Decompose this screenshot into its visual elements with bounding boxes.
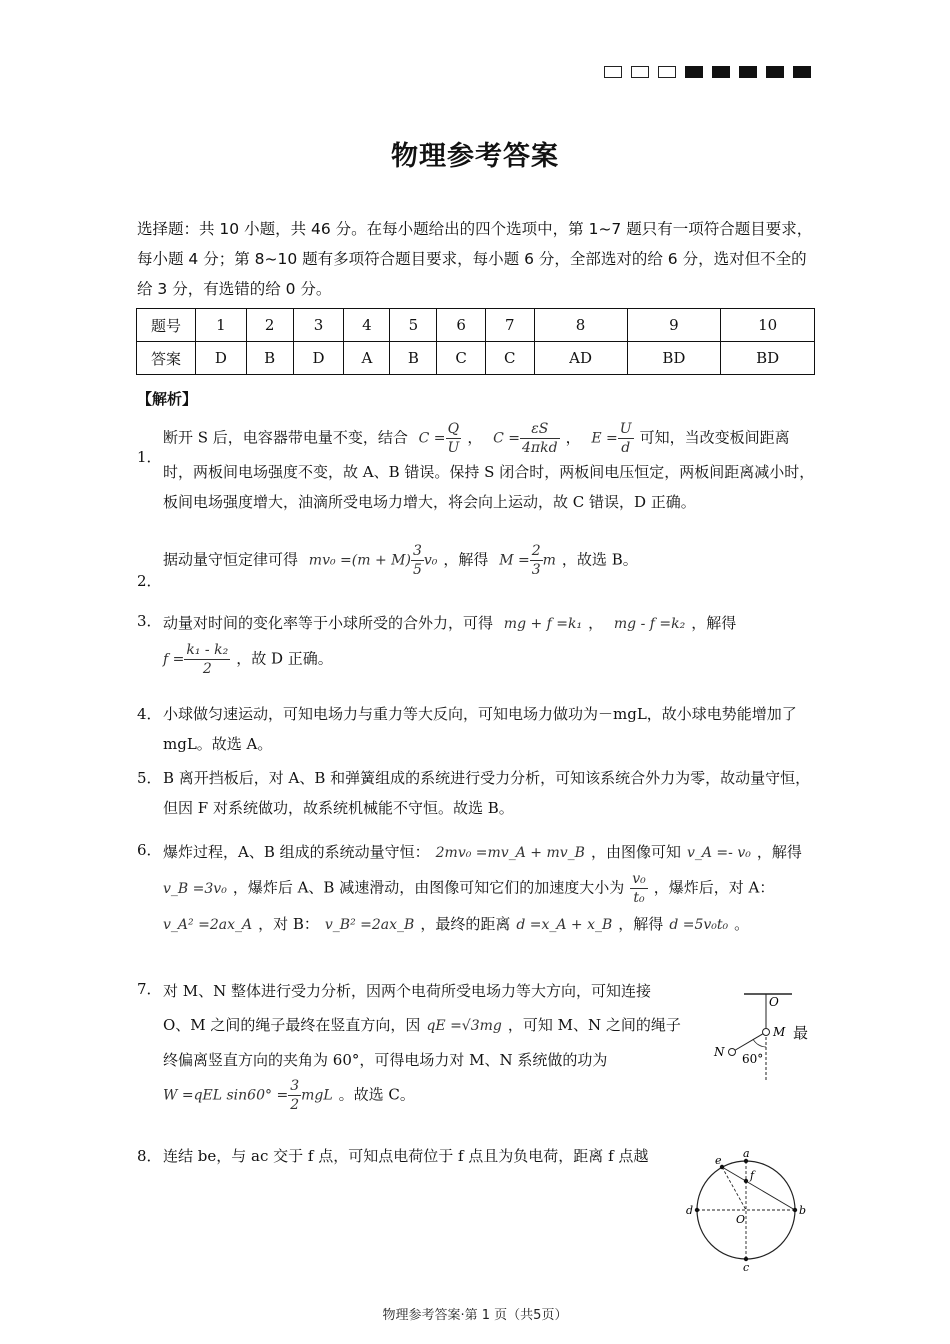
figure-label: f	[750, 1169, 755, 1182]
item-number: 8．	[137, 1147, 162, 1165]
item-text: ，解得	[691, 614, 737, 632]
formula: 2mv₀ =mv_A + mv_B	[435, 845, 585, 861]
table-cell: 1	[196, 309, 247, 342]
item-text: ，解得	[756, 843, 802, 861]
item-text: ，故 D 正确。	[236, 649, 333, 668]
item-number: 5．	[137, 769, 162, 787]
item-2	[137, 542, 817, 590]
item-text: ，解得	[618, 915, 664, 933]
formula: mv₀ =(m + M) $\frac{3}{5}$ v₀	[308, 543, 438, 578]
corner-marks	[604, 66, 811, 78]
item-text: 对 M、N 整体进行受力分析，因两个电荷所受电场力等大方向，可知连接	[163, 982, 652, 1000]
item-text: 动量对时间的变化率等于小球所受的合外力，可得	[163, 614, 494, 632]
item-text: 小球做匀速运动，可知电场力与重力等大反向，可知电场力做功为－mgL，故小球电势能增加了 mgL。故选 A。	[163, 705, 797, 753]
formula: v_B² =2ax_B	[324, 917, 415, 933]
pendulum-figure	[700, 990, 800, 1085]
formula: mg - f =k₂	[613, 616, 686, 632]
item-text: B 离开挡板后，对 A、B 和弹簧组成的系统进行受力分析，可知该系统合外力为零，故动量守恒，但因 F 对系统做功，故系统机械能不守恒。故选 B。	[163, 769, 811, 817]
formula: C = $\frac{\varepsilon S}{\text{4πkd}}$	[493, 421, 558, 456]
table-cell: 3	[293, 309, 344, 342]
figure-label: M	[773, 1025, 786, 1039]
solid-square-mark	[793, 66, 811, 78]
item-text: ，爆炸后，对 A：	[653, 878, 775, 897]
table-cell: C	[485, 342, 534, 375]
figure-label: a	[743, 1147, 750, 1160]
solid-square-mark	[739, 66, 757, 78]
page-footer: 物理参考答案·第 1 页（共5页）	[382, 1308, 568, 1323]
item-text: 据动量守恒定律可得	[163, 550, 299, 569]
item-text: 断开 S 后，电容器带电量不变，结合	[163, 428, 408, 447]
figure-label: N	[714, 1045, 725, 1059]
circle-figure	[682, 1146, 812, 1274]
solid-square-mark	[712, 66, 730, 78]
item-5	[137, 763, 817, 823]
formula: E = $\frac{U}{d}$	[591, 421, 632, 456]
item-text: ，可知 M、N 之间的绳子	[507, 1016, 681, 1034]
formula: v_B =3v₀	[163, 880, 227, 897]
figure-label: b	[799, 1204, 807, 1217]
figure-label: O	[736, 1213, 746, 1226]
item-text: 可知，当改变板间距离时，两板间电场强度不变，故 A、B 错误。保持 S 闭合时，两板间电压恒定，两板间距离减小时，板间电场强度增大，油滴所受电场力增大，将会向上运动，故 C 错误，D 正确。	[163, 428, 815, 511]
table-cell: B	[390, 342, 437, 375]
item-text: 。故选 C。	[338, 1085, 415, 1104]
table-cell: 4	[344, 309, 390, 342]
table-row-answers	[137, 342, 815, 375]
formula: v_A =- v₀	[686, 845, 751, 861]
table-cell: 10	[721, 309, 815, 342]
table-cell: AD	[534, 342, 627, 375]
item-text: ，爆炸后 A、B 减速滑动，由图像可知它们的加速度大小为	[232, 878, 625, 897]
item-number: 4．	[137, 705, 162, 723]
figure-label: e	[715, 1154, 722, 1167]
solid-square-mark	[766, 66, 784, 78]
answer-table	[136, 308, 815, 375]
item-8	[137, 1141, 737, 1171]
table-cell: D	[196, 342, 247, 375]
item-text: ，由图像可知	[590, 843, 681, 861]
analysis-heading: 【解析】	[137, 390, 198, 408]
item-number: 3．	[137, 612, 162, 630]
table-header-cell: 题号	[137, 309, 196, 342]
formula: d =5v₀t₀	[669, 917, 729, 933]
item-text: ，对 B：	[258, 915, 319, 933]
formula: f = $\frac{\text{k₁ - k₂}}{2}$	[163, 642, 229, 677]
hollow-square-mark	[631, 66, 649, 78]
table-cell: B	[246, 342, 293, 375]
item-number: 7．	[137, 980, 162, 998]
table-cell: BD	[721, 342, 815, 375]
hollow-square-mark	[604, 66, 622, 78]
item-text: 连结 be，与 ac 交于 f 点，可知点电荷位于 f 点且为负电荷，距离 f 点越	[163, 1147, 649, 1165]
item-7	[137, 974, 727, 1114]
table-cell: 5	[390, 309, 437, 342]
item-number: 6．	[137, 841, 162, 859]
item-1: 1． 断开 S 后，电容器带电量不变，结合 C = $\frac{Q}{U}$ ， C = $\frac{\varepsilon S}{\text{4πkd}}$ ， E = $\frac{U}{d}$ 可知，当改变板间距离时，两板间电场强度不变，故 A、B 错误。保持 S 闭合时，两板间电压恒定，两板间距离减小时，板间电场强度增大，油滴所受电场力增大，将会向上运动，故 C 错误，D 正确。	[137, 421, 815, 511]
formula: qE =√3mg	[426, 1018, 502, 1034]
figure-label: O	[769, 995, 779, 1009]
table-row-numbers	[137, 309, 815, 342]
figure-label: c	[743, 1261, 750, 1274]
item-text: 。	[734, 915, 750, 933]
item-text: 终偏离竖直方向的夹角为 60°，可得电场力对 M、N 系统做的功为	[163, 1051, 608, 1069]
item-text: ，解得	[443, 550, 489, 569]
item-text: 最	[793, 1024, 809, 1042]
item-text: O、M 之间的绳子最终在竖直方向，因	[163, 1016, 421, 1034]
table-cell: 2	[246, 309, 293, 342]
table-cell: 7	[485, 309, 534, 342]
table-cell: 9	[627, 309, 721, 342]
figure-label: d	[686, 1204, 694, 1217]
table-cell: 6	[437, 309, 486, 342]
formula: C = $\frac{Q}{U}$	[418, 421, 460, 456]
item-4	[137, 699, 817, 759]
item-number: 2．	[137, 572, 162, 590]
table-cell: 8	[534, 309, 627, 342]
item-text: 爆炸过程，A、B 组成的系统动量守恒：	[163, 843, 430, 861]
table-cell: BD	[627, 342, 721, 375]
item-text: ，最终的距离	[420, 915, 511, 933]
table-cell: C	[437, 342, 486, 375]
page-title: 物理参考答案	[391, 141, 559, 172]
hollow-square-mark	[658, 66, 676, 78]
item-text: ，故选 B。	[561, 550, 638, 569]
formula: d =x_A + x_B	[516, 917, 613, 933]
item-number: 1．	[137, 448, 162, 466]
solid-square-mark	[685, 66, 703, 78]
formula: M = $\frac{2}{3}$ m	[499, 543, 556, 578]
item-6	[137, 835, 817, 942]
item-3: 3． 动量对时间的变化率等于小球所受的合外力，可得 mg + f =k₁ ， mg - f =k₂ ，解得 f = $\frac{\text{k₁ - k₂}}{2}$ ，故 D 正确。	[137, 606, 817, 678]
formula: mg + f =k₁	[503, 616, 583, 632]
table-header-cell: 答案	[137, 342, 196, 375]
formula: W =qEL sin60° = $\frac{3}{2}$ mgL	[163, 1078, 333, 1113]
table-cell: A	[344, 342, 390, 375]
table-cell: D	[293, 342, 344, 375]
intro-paragraph: 选择题：共 10 小题，共 46 分。在每小题给出的四个选项中，第 1~7 题只有一项符合题目要求，每小题 4 分；第 8~10 题有多项符合题目要求，每小题 6 分，全部选对的给 6 分，选对但不全的给 3 分，有选错的给 0 分。	[137, 220, 813, 298]
formula: v_A² =2ax_A	[163, 917, 253, 933]
figure-label: 60°	[742, 1052, 764, 1066]
formula: $\frac{\text{v₀}}{\text{t₀}}$	[632, 871, 646, 906]
